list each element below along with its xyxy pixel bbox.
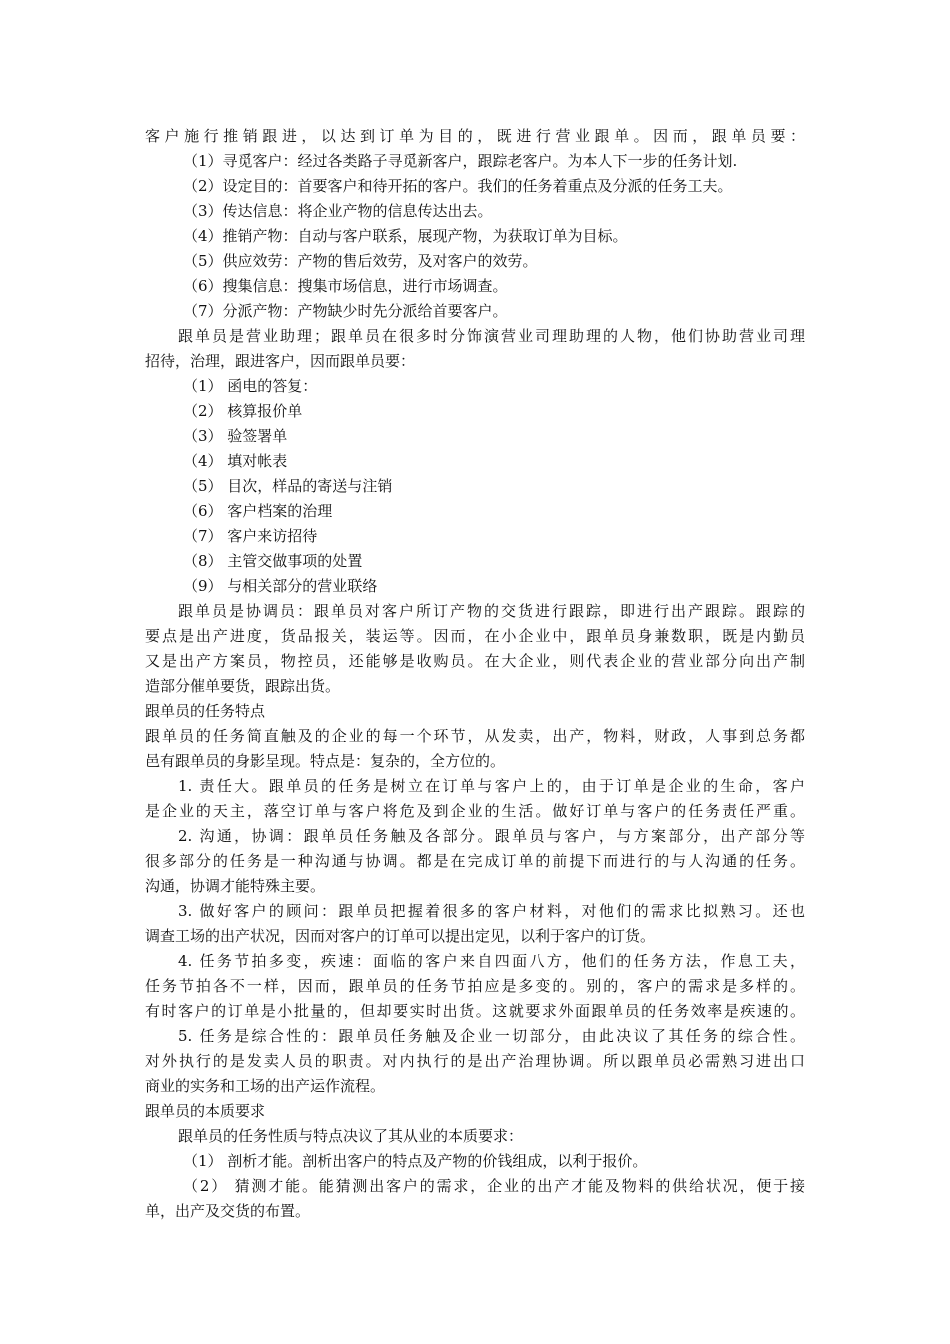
text-line: （1） 剖析才能。剖析出客户的特点及产物的价钱组成，以利于报价。 — [183, 1152, 648, 1170]
text-line: 跟单员是营业助理；跟单员在很多时分饰演营业司理助理的人物，他们协助营业司理 — [178, 327, 805, 345]
text-line: （2）设定目的：首要客户和待开拓的客户。我们的任务着重点及分派的任务工夫。 — [183, 177, 733, 195]
text-line: 是企业的天主，落空订单与客户将危及到企业的生活。做好订单与客户的任务责任严重。 — [145, 802, 805, 820]
text-line: （2） 猜测才能。能猜测出客户的需求，企业的出产才能及物料的供给状况，便于接 — [183, 1177, 805, 1195]
text-line: 1. 责任大。跟单员的任务是树立在订单与客户上的，由于订单是企业的生命，客户 — [178, 777, 805, 795]
text-line: （4）推销产物：自动与客户联系，展现产物，为获取订单为目标。 — [183, 227, 628, 245]
text-line: 商业的实务和工场的出产运作流程。 — [145, 1077, 386, 1095]
text-line: 3. 做好客户的顾问：跟单员把握着很多的客户材料，对他们的需求比拟熟习。还也 — [178, 902, 805, 920]
text-line: （1） 函电的答复： — [183, 377, 318, 395]
section-heading: 跟单员的本质要求 — [145, 1102, 266, 1120]
text-line: 跟单员的任务性质与特点决议了其从业的本质要求： — [178, 1127, 524, 1145]
text-line: （6）搜集信息：搜集市场信息，进行市场调查。 — [183, 277, 508, 295]
text-line: 对外执行的是发卖人员的职责。对内执行的是出产治理协调。所以跟单员必需熟习进出口 — [145, 1052, 805, 1070]
text-line: （2） 核算报价单 — [183, 402, 303, 420]
text-line: 客户施行推销跟进，以达到订单为目的，既进行营业跟单。因而，跟单员要： — [145, 127, 805, 145]
text-line: 4. 任务节拍多变，疾速：面临的客户来自四面八方，他们的任务方法，作息工夫， — [178, 952, 805, 970]
text-line: （7） 客户来访招待 — [183, 527, 318, 545]
text-line: 跟单员是协调员：跟单员对客户所订产物的交货进行跟踪，即进行出产跟踪。跟踪的 — [178, 602, 805, 620]
text-line: 单，出产及交货的布置。 — [145, 1202, 311, 1220]
text-line: （4） 填对帐表 — [183, 452, 288, 470]
text-line: （8） 主管交做事项的处置 — [183, 552, 363, 570]
text-line: （9） 与相关部分的营业联络 — [183, 577, 378, 595]
text-line: （3） 验签署单 — [183, 427, 288, 445]
text-line: （5） 目次，样品的寄送与注销 — [183, 477, 393, 495]
text-line: 招待，治理，跟进客户，因而跟单员要： — [145, 352, 416, 370]
text-line: 2. 沟通，协调：跟单员任务触及各部分。跟单员与客户，与方案部分，出产部分等 — [178, 827, 805, 845]
text-line: 任务节拍各不一样，因而，跟单员的任务节拍应是多变的。别的，客户的需求是多样的。 — [145, 977, 805, 995]
text-line: 又是出产方案员，物控员，还能够是收购员。在大企业，则代表企业的营业部分向出产制 — [145, 652, 805, 670]
text-line: 沟通，协调才能特殊主要。 — [145, 877, 326, 895]
text-line: 造部分催单要货，跟踪出货。 — [145, 677, 341, 695]
text-line: （5）供应效劳：产物的售后效劳，及对客户的效劳。 — [183, 252, 538, 270]
section-heading: 跟单员的任务特点 — [145, 702, 266, 720]
text-line: 很多部分的任务是一种沟通与协调。都是在完成订单的前提下而进行的与人沟通的任务。 — [145, 852, 805, 870]
text-line: 邑有跟单员的身影呈现。特点是：复杂的，全方位的。 — [145, 752, 506, 770]
text-line: 要点是出产进度，货品报关，装运等。因而，在小企业中，跟单员身兼数职，既是内勤员 — [145, 627, 805, 645]
text-line: 5. 任务是综合性的：跟单员任务触及企业一切部分，由此决议了其任务的综合性。 — [178, 1027, 805, 1045]
text-line: 跟单员的任务简直触及的企业的每一个环节，从发卖，出产，物料，财政，人事到总务都 — [145, 727, 805, 745]
text-line: （3）传达信息：将企业产物的信息传达出去。 — [183, 202, 493, 220]
text-line: （7）分派产物：产物缺少时先分派给首要客户。 — [183, 302, 508, 320]
text-line: （6） 客户档案的治理 — [183, 502, 333, 520]
text-line: 有时客户的订单是小批量的，但却要实时出货。这就要求外面跟单员的任务效率是疾速的。 — [145, 1002, 805, 1020]
text-line: 调查工场的出产状况，因而对客户的订单可以提出定见，以利于客户的订货。 — [145, 927, 656, 945]
text-line: （1）寻觅客户：经过各类路子寻觅新客户，跟踪老客户。为本人下一步的任务计划. — [183, 152, 738, 170]
